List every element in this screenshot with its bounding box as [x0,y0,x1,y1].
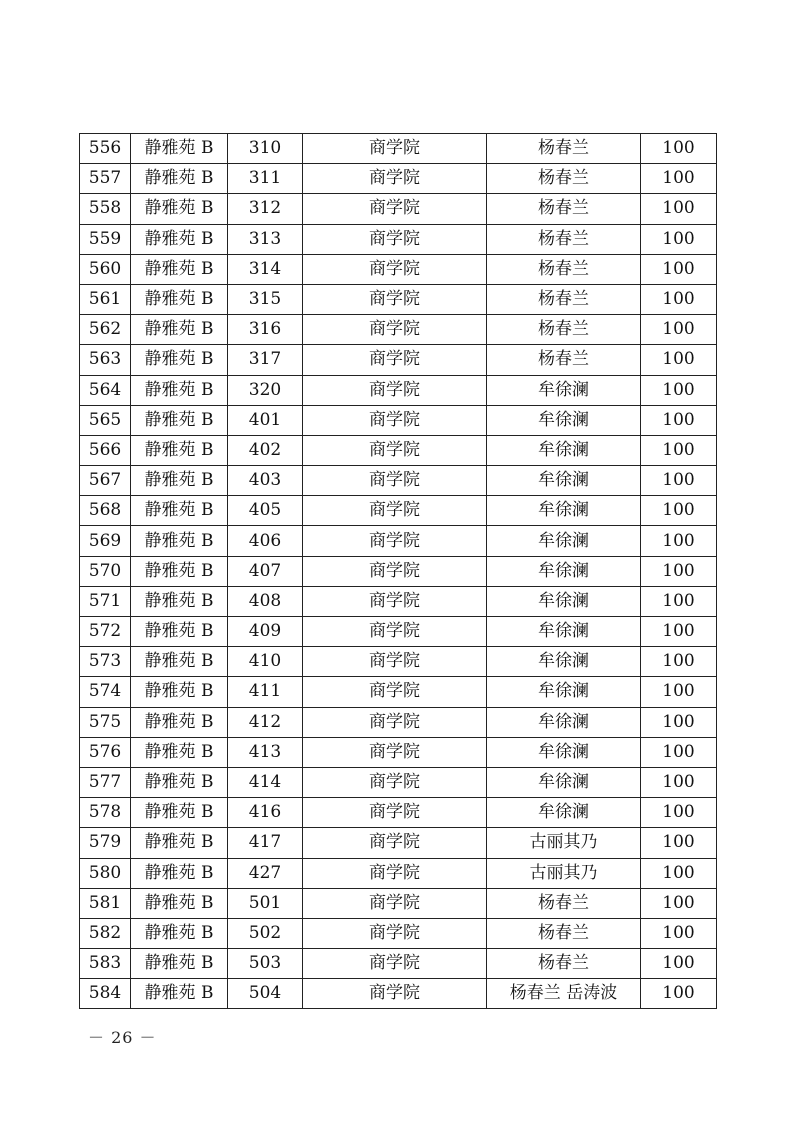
college-cell: 商学院 [303,586,487,616]
counselor-cell: 牟徐澜 [487,405,641,435]
table-row [80,979,717,1009]
score-cell: 100 [641,888,717,918]
room-number-cell: 408 [228,586,303,616]
row-number-cell: 561 [80,284,131,314]
room-number-cell: 414 [228,767,303,797]
room-number-cell: 413 [228,737,303,767]
room-number-cell: 403 [228,466,303,496]
building-cell: 静雅苑 B [131,918,228,948]
building-cell: 静雅苑 B [131,707,228,737]
counselor-cell: 牟徐澜 [487,617,641,647]
college-cell: 商学院 [303,888,487,918]
room-number-cell: 501 [228,888,303,918]
room-number-cell: 417 [228,828,303,858]
row-number-cell: 562 [80,315,131,345]
college-cell: 商学院 [303,375,487,405]
counselor-cell: 牟徐澜 [487,435,641,465]
room-number-cell: 411 [228,677,303,707]
table-row [80,888,717,918]
college-cell: 商学院 [303,737,487,767]
counselor-cell: 牟徐澜 [487,737,641,767]
building-cell: 静雅苑 B [131,677,228,707]
counselor-cell: 古丽其乃 [487,828,641,858]
building-cell: 静雅苑 B [131,284,228,314]
row-number-cell: 582 [80,918,131,948]
score-cell: 100 [641,526,717,556]
counselor-cell: 杨春兰 [487,315,641,345]
row-number-cell: 567 [80,466,131,496]
table-row [80,134,717,164]
table-row [80,677,717,707]
row-number-cell: 568 [80,496,131,526]
building-cell: 静雅苑 B [131,164,228,194]
dormitory-score-table [79,133,717,1009]
room-number-cell: 320 [228,375,303,405]
row-number-cell: 564 [80,375,131,405]
table-row [80,194,717,224]
college-cell: 商学院 [303,164,487,194]
score-cell: 100 [641,375,717,405]
college-cell: 商学院 [303,918,487,948]
score-cell: 100 [641,315,717,345]
table-row [80,375,717,405]
table-row [80,918,717,948]
table-row [80,707,717,737]
row-number-cell: 558 [80,194,131,224]
counselor-cell: 牟徐澜 [487,647,641,677]
counselor-cell: 杨春兰 [487,164,641,194]
table-row [80,737,717,767]
room-number-cell: 317 [228,345,303,375]
score-cell: 100 [641,737,717,767]
table-body [80,134,717,1009]
counselor-cell: 牟徐澜 [487,526,641,556]
room-number-cell: 427 [228,858,303,888]
room-number-cell: 314 [228,254,303,284]
row-number-cell: 576 [80,737,131,767]
score-cell: 100 [641,194,717,224]
room-number-cell: 410 [228,647,303,677]
counselor-cell: 杨春兰 [487,224,641,254]
counselor-cell: 杨春兰 [487,134,641,164]
row-number-cell: 574 [80,677,131,707]
counselor-cell: 杨春兰 [487,284,641,314]
score-cell: 100 [641,828,717,858]
building-cell: 静雅苑 B [131,315,228,345]
table-row [80,617,717,647]
counselor-cell: 牟徐澜 [487,677,641,707]
college-cell: 商学院 [303,677,487,707]
counselor-cell: 杨春兰 [487,918,641,948]
college-cell: 商学院 [303,435,487,465]
score-cell: 100 [641,254,717,284]
table-row [80,164,717,194]
building-cell: 静雅苑 B [131,767,228,797]
building-cell: 静雅苑 B [131,586,228,616]
college-cell: 商学院 [303,556,487,586]
counselor-cell: 杨春兰 [487,949,641,979]
row-number-cell: 566 [80,435,131,465]
room-number-cell: 312 [228,194,303,224]
building-cell: 静雅苑 B [131,828,228,858]
row-number-cell: 563 [80,345,131,375]
score-cell: 100 [641,224,717,254]
table-row [80,767,717,797]
counselor-cell: 牟徐澜 [487,466,641,496]
college-cell: 商学院 [303,284,487,314]
room-number-cell: 409 [228,617,303,647]
score-cell: 100 [641,164,717,194]
building-cell: 静雅苑 B [131,134,228,164]
college-cell: 商学院 [303,647,487,677]
college-cell: 商学院 [303,315,487,345]
score-cell: 100 [641,767,717,797]
room-number-cell: 316 [228,315,303,345]
building-cell: 静雅苑 B [131,526,228,556]
table-row [80,556,717,586]
row-number-cell: 584 [80,979,131,1009]
college-cell: 商学院 [303,224,487,254]
college-cell: 商学院 [303,254,487,284]
building-cell: 静雅苑 B [131,949,228,979]
row-number-cell: 578 [80,798,131,828]
score-cell: 100 [641,949,717,979]
table-row [80,858,717,888]
building-cell: 静雅苑 B [131,979,228,1009]
counselor-cell: 杨春兰 岳涛波 [487,979,641,1009]
building-cell: 静雅苑 B [131,556,228,586]
room-number-cell: 416 [228,798,303,828]
score-cell: 100 [641,466,717,496]
counselor-cell: 杨春兰 [487,194,641,224]
row-number-cell: 583 [80,949,131,979]
building-cell: 静雅苑 B [131,224,228,254]
counselor-cell: 牟徐澜 [487,556,641,586]
building-cell: 静雅苑 B [131,858,228,888]
row-number-cell: 557 [80,164,131,194]
table-row [80,315,717,345]
score-cell: 100 [641,556,717,586]
room-number-cell: 502 [228,918,303,948]
room-number-cell: 402 [228,435,303,465]
table-row [80,224,717,254]
building-cell: 静雅苑 B [131,888,228,918]
counselor-cell: 杨春兰 [487,254,641,284]
score-cell: 100 [641,647,717,677]
row-number-cell: 559 [80,224,131,254]
college-cell: 商学院 [303,405,487,435]
table-row [80,949,717,979]
building-cell: 静雅苑 B [131,405,228,435]
building-cell: 静雅苑 B [131,375,228,405]
counselor-cell: 牟徐澜 [487,586,641,616]
room-number-cell: 310 [228,134,303,164]
score-cell: 100 [641,435,717,465]
building-cell: 静雅苑 B [131,737,228,767]
row-number-cell: 575 [80,707,131,737]
row-number-cell: 560 [80,254,131,284]
building-cell: 静雅苑 B [131,466,228,496]
building-cell: 静雅苑 B [131,798,228,828]
table-row [80,647,717,677]
table-row [80,526,717,556]
score-cell: 100 [641,677,717,707]
building-cell: 静雅苑 B [131,435,228,465]
college-cell: 商学院 [303,345,487,375]
table-row [80,828,717,858]
counselor-cell: 牟徐澜 [487,707,641,737]
score-cell: 100 [641,496,717,526]
counselor-cell: 牟徐澜 [487,767,641,797]
counselor-cell: 古丽其乃 [487,858,641,888]
room-number-cell: 311 [228,164,303,194]
room-number-cell: 315 [228,284,303,314]
room-number-cell: 405 [228,496,303,526]
page-number: － 26 － [88,1028,157,1047]
table-row [80,345,717,375]
college-cell: 商学院 [303,767,487,797]
table-row [80,466,717,496]
building-cell: 静雅苑 B [131,647,228,677]
score-cell: 100 [641,134,717,164]
room-number-cell: 401 [228,405,303,435]
table-row [80,284,717,314]
room-number-cell: 407 [228,556,303,586]
building-cell: 静雅苑 B [131,194,228,224]
counselor-cell: 牟徐澜 [487,375,641,405]
college-cell: 商学院 [303,526,487,556]
row-number-cell: 565 [80,405,131,435]
score-cell: 100 [641,405,717,435]
row-number-cell: 570 [80,556,131,586]
score-cell: 100 [641,798,717,828]
college-cell: 商学院 [303,828,487,858]
college-cell: 商学院 [303,979,487,1009]
score-cell: 100 [641,586,717,616]
row-number-cell: 572 [80,617,131,647]
building-cell: 静雅苑 B [131,254,228,284]
row-number-cell: 581 [80,888,131,918]
building-cell: 静雅苑 B [131,617,228,647]
table-row [80,405,717,435]
counselor-cell: 杨春兰 [487,888,641,918]
college-cell: 商学院 [303,798,487,828]
college-cell: 商学院 [303,496,487,526]
score-cell: 100 [641,707,717,737]
score-cell: 100 [641,617,717,647]
table-row [80,435,717,465]
table-row [80,586,717,616]
college-cell: 商学院 [303,949,487,979]
college-cell: 商学院 [303,194,487,224]
score-cell: 100 [641,858,717,888]
college-cell: 商学院 [303,466,487,496]
table-row [80,254,717,284]
room-number-cell: 504 [228,979,303,1009]
score-cell: 100 [641,918,717,948]
row-number-cell: 579 [80,828,131,858]
counselor-cell: 杨春兰 [487,345,641,375]
score-cell: 100 [641,979,717,1009]
room-number-cell: 313 [228,224,303,254]
counselor-cell: 牟徐澜 [487,496,641,526]
room-number-cell: 412 [228,707,303,737]
row-number-cell: 569 [80,526,131,556]
college-cell: 商学院 [303,134,487,164]
table-row [80,798,717,828]
row-number-cell: 571 [80,586,131,616]
college-cell: 商学院 [303,858,487,888]
row-number-cell: 556 [80,134,131,164]
room-number-cell: 503 [228,949,303,979]
room-number-cell: 406 [228,526,303,556]
college-cell: 商学院 [303,707,487,737]
row-number-cell: 577 [80,767,131,797]
building-cell: 静雅苑 B [131,496,228,526]
score-cell: 100 [641,345,717,375]
counselor-cell: 牟徐澜 [487,798,641,828]
score-cell: 100 [641,284,717,314]
college-cell: 商学院 [303,617,487,647]
row-number-cell: 580 [80,858,131,888]
table-row [80,496,717,526]
row-number-cell: 573 [80,647,131,677]
building-cell: 静雅苑 B [131,345,228,375]
